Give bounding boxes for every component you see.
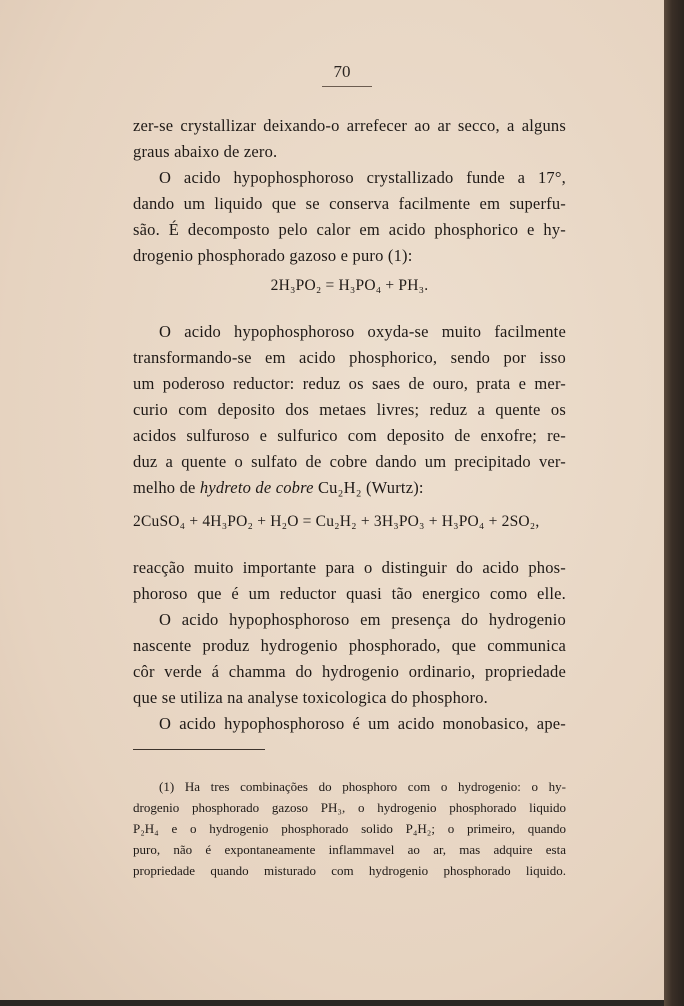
text-line: O acido hypophosphoroso oxyda-se muito facilmente (159, 322, 566, 341)
page-edge-shadow (664, 0, 684, 1006)
text-line: que se utiliza na analyse toxicologica do phosphoro. (133, 688, 488, 707)
text-line-prefix: melho de (133, 478, 200, 497)
footnote-line: puro, não é expontaneamente inflammavel ao ar, mas adquire esta (133, 842, 566, 857)
text-line (133, 478, 566, 498)
footnote-line: propriedade quando misturado com hydrogenio phosphorado liquido. (133, 863, 566, 878)
equation-2: 2CuSO₄ + 4H₃PO₂ + H₂O = Cu₂H₂ + 3H₃PO₃ + H₃PO₄ + 2SO₂, (133, 513, 540, 530)
equation-1: 2H₃PO₂ = H₃PO₄ + PH₃. (270, 277, 429, 294)
text-line: O acido hypophosphoroso crystallizado funde a 17°, (159, 168, 566, 187)
text-line: curio com deposito dos metaes livres; reduz a quente os (133, 400, 566, 419)
text-line: drogenio phosphorado gazoso e puro (1): (133, 246, 413, 265)
text-line: acidos sulfuroso e sulfurico com deposito de enxofre; re- (133, 426, 566, 445)
page-number: 70 (333, 62, 351, 81)
text-line: reacção muito importante para o distinguir do acido phos- (133, 558, 566, 577)
text-line: duz a quente o sulfato de cobre dando um precipitado ver- (133, 452, 566, 471)
text-line: O acido hypophosphoroso em presença do hydrogenio (159, 610, 566, 629)
text-line: graus abaixo de zero. (133, 142, 278, 161)
text-line: são. É decomposto pelo calor em acido phosphorico e hy- (133, 220, 566, 239)
text-line: O acido hypophosphoroso é um acido monobasico, ape- (159, 714, 566, 733)
text-line: zer-se crystallizar deixando-o arrefecer ao ar secco, a alguns (133, 116, 566, 135)
page-number-rule (322, 86, 372, 87)
footnote-line: (1) Ha tres combinações do phosphoro com o hydrogenio: o hy- (159, 779, 566, 794)
text-line: transformando-se em acido phosphorico, sendo por isso (133, 348, 566, 367)
footnote-line: P₂H₄ e o hydrogenio phosphorado solido P₄H₂; o primeiro, quando (133, 821, 566, 836)
footnote-line: drogenio phosphorado gazoso PH₃, o hydrogenio phosphorado liquido (133, 800, 566, 815)
text-line: nascente produz hydrogenio phosphorado, que communica (133, 636, 566, 655)
italic-term: hydreto de cobre (199, 478, 314, 497)
text-line: um poderoso reductor: reduz os saes de ouro, prata e mer- (133, 374, 566, 393)
text-line: dando um liquido que se conserva facilmente em superfu- (133, 194, 566, 213)
text-line: phoroso que é um reductor quasi tão energico como elle. (133, 584, 566, 603)
text-line-suffix: Cu₂H₂ (Wurtz): (313, 478, 424, 497)
footnote-rule (133, 749, 265, 750)
text-line: côr verde á chamma do hydrogenio ordinario, propriedade (133, 662, 566, 681)
